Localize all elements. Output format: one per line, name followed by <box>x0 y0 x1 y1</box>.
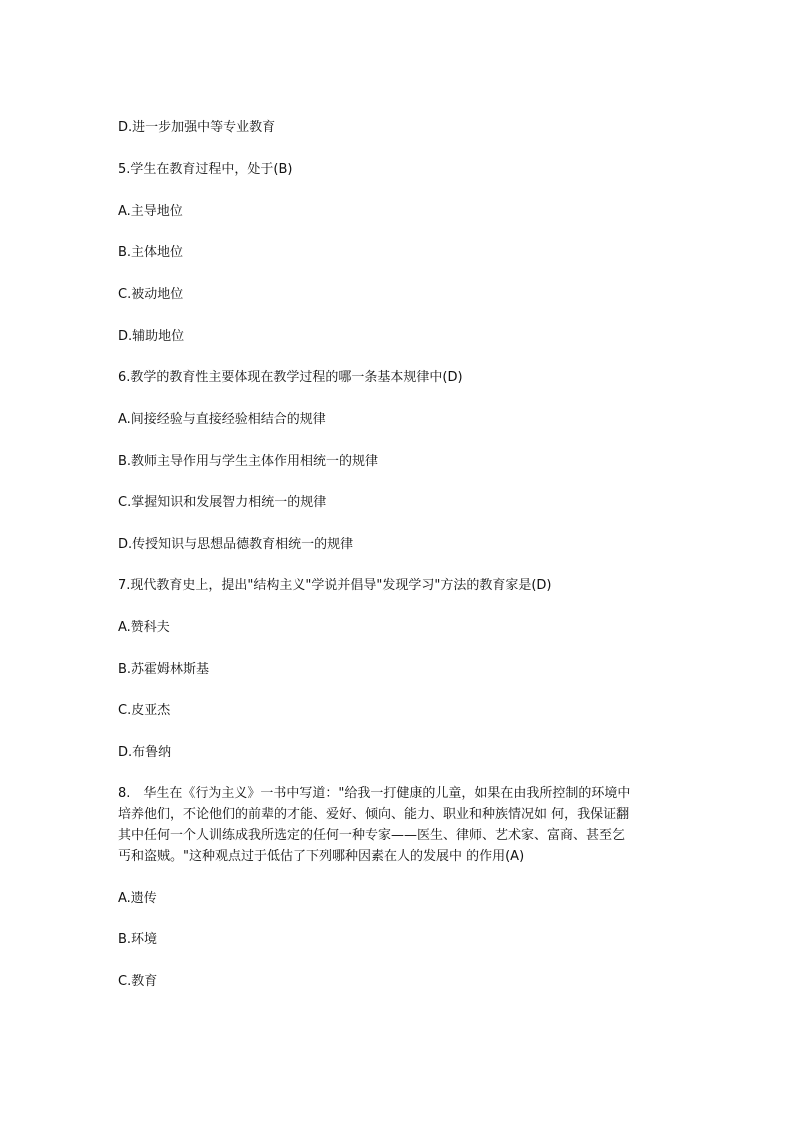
question-8-line-1: 8. 华生在《行为主义》一书中写道："给我一打健康的儿童，如果在由我所控制的环境中 <box>118 786 631 801</box>
option-b-q5: B.主体地位 <box>118 245 184 260</box>
question-8-line-3: 其中任何一个人训练成我所选定的任何一种专家——医生、律师、艺术家、富商、甚至乞 <box>118 828 626 843</box>
question-5: 5.学生在教育过程中，处于(B) <box>118 162 293 177</box>
option-d-q4: D.进一步加强中等专业教育 <box>118 120 276 135</box>
option-c-q8: C.教育 <box>118 974 158 989</box>
option-d-q5: D.辅助地位 <box>118 329 185 344</box>
question-8-line-2: 培养他们，不论他们的前辈的才能、爱好、倾向、能力、职业和种族情况如 何，我保证翻 <box>118 807 630 822</box>
option-d-q6: D.传授知识与思想品德教育相统一的规律 <box>118 537 354 552</box>
option-b-q7: B.苏霍姆林斯基 <box>118 662 210 677</box>
question-7: 7.现代教育史上，提出"结构主义"学说并倡导"发现学习"方法的教育家是(D) <box>118 578 552 593</box>
question-8-line-4: 丐和盗贼。"这种观点过于低估了下列哪种因素在人的发展中 的作用(A) <box>118 849 525 864</box>
question-6: 6.教学的教育性主要体现在教学过程的哪一条基本规律中(D) <box>118 370 463 385</box>
option-a-q5: A.主导地位 <box>118 204 183 219</box>
option-c-q6: C.掌握知识和发展智力相统一的规律 <box>118 495 327 510</box>
option-d-q7: D.布鲁纳 <box>118 745 172 760</box>
option-b-q8: B.环境 <box>118 932 158 947</box>
option-b-q6: B.教师主导作用与学生主体作用相统一的规律 <box>118 454 379 469</box>
option-c-q7: C.皮亚杰 <box>118 703 171 718</box>
option-a-q8: A.遗传 <box>118 891 157 906</box>
option-a-q6: A.间接经验与直接经验相结合的规律 <box>118 412 326 427</box>
option-a-q7: A.赞科夫 <box>118 620 170 635</box>
option-c-q5: C.被动地位 <box>118 287 184 302</box>
